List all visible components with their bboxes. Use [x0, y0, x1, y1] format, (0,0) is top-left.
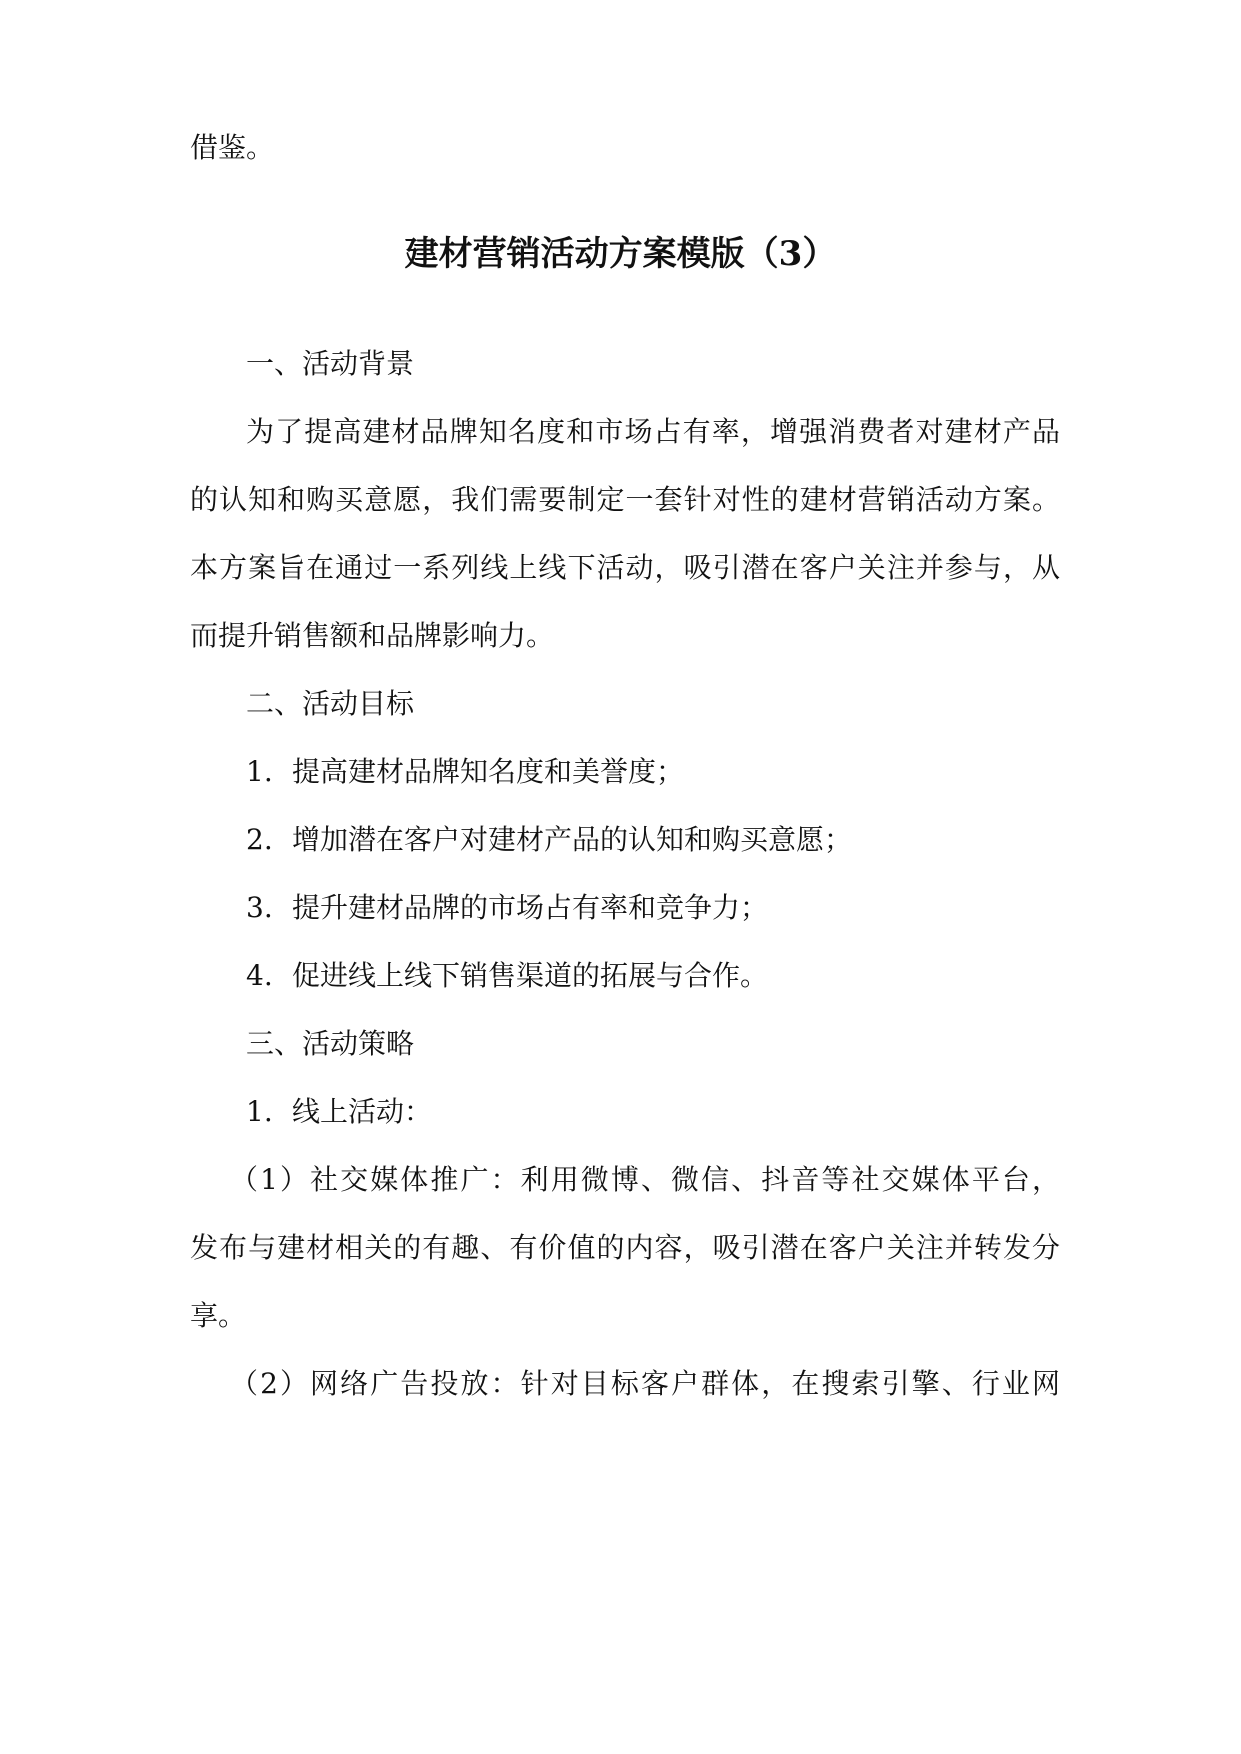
strategy-item-line: 享。	[190, 1299, 247, 1332]
strategy-subheading	[246, 1092, 1116, 1132]
goal-list-item	[246, 820, 1116, 860]
goal-text: 促进线上线下销售渠道的拓展与合作。	[292, 959, 769, 992]
carryover-text: 借鉴。	[190, 131, 275, 164]
goal-text: 提升建材品牌的市场占有率和竞争力；	[292, 891, 769, 924]
goal-number: 4.	[246, 959, 273, 992]
strategy-item-line: 发布与建材相关的有趣、有价值的内容，吸引潜在客户关注并转发分	[190, 1231, 1060, 1264]
goal-number: 1.	[246, 755, 273, 788]
background-paragraph-line: 的认知和购买意愿，我们需要制定一套针对性的建材营销活动方案。	[190, 483, 1060, 516]
document-title: 建材营销活动方案模版（3）	[404, 234, 837, 274]
goal-list-item	[246, 956, 1116, 996]
goal-number: 2.	[246, 823, 273, 856]
goal-text: 提高建材品牌知名度和美誉度；	[292, 755, 685, 788]
goal-text: 增加潜在客户对建材产品的认知和购买意愿；	[292, 823, 853, 856]
background-paragraph-line: 而提升销售额和品牌影响力。	[190, 619, 555, 652]
goal-number: 3.	[246, 891, 273, 924]
strategy-item-line: （2）网络广告投放：针对目标客户群体，在搜索引擎、行业网	[230, 1367, 1060, 1400]
strategy-item-line: （1）社交媒体推广：利用微博、微信、抖音等社交媒体平台，	[230, 1163, 1060, 1196]
background-paragraph-line: 本方案旨在通过一系列线上线下活动，吸引潜在客户关注并参与，从	[190, 551, 1060, 584]
section-heading-background: 一、活动背景	[246, 347, 415, 380]
strategy-sub-number: 1.	[246, 1095, 273, 1128]
goal-list-item	[246, 888, 1116, 928]
goal-list-item	[246, 752, 1116, 792]
section-heading-goals: 二、活动目标	[246, 687, 415, 720]
section-heading-strategy: 三、活动策略	[246, 1027, 415, 1060]
background-paragraph-line: 为了提高建材品牌知名度和市场占有率，增强消费者对建材产品	[246, 415, 1060, 448]
strategy-sub-text: 线上活动：	[292, 1095, 433, 1128]
